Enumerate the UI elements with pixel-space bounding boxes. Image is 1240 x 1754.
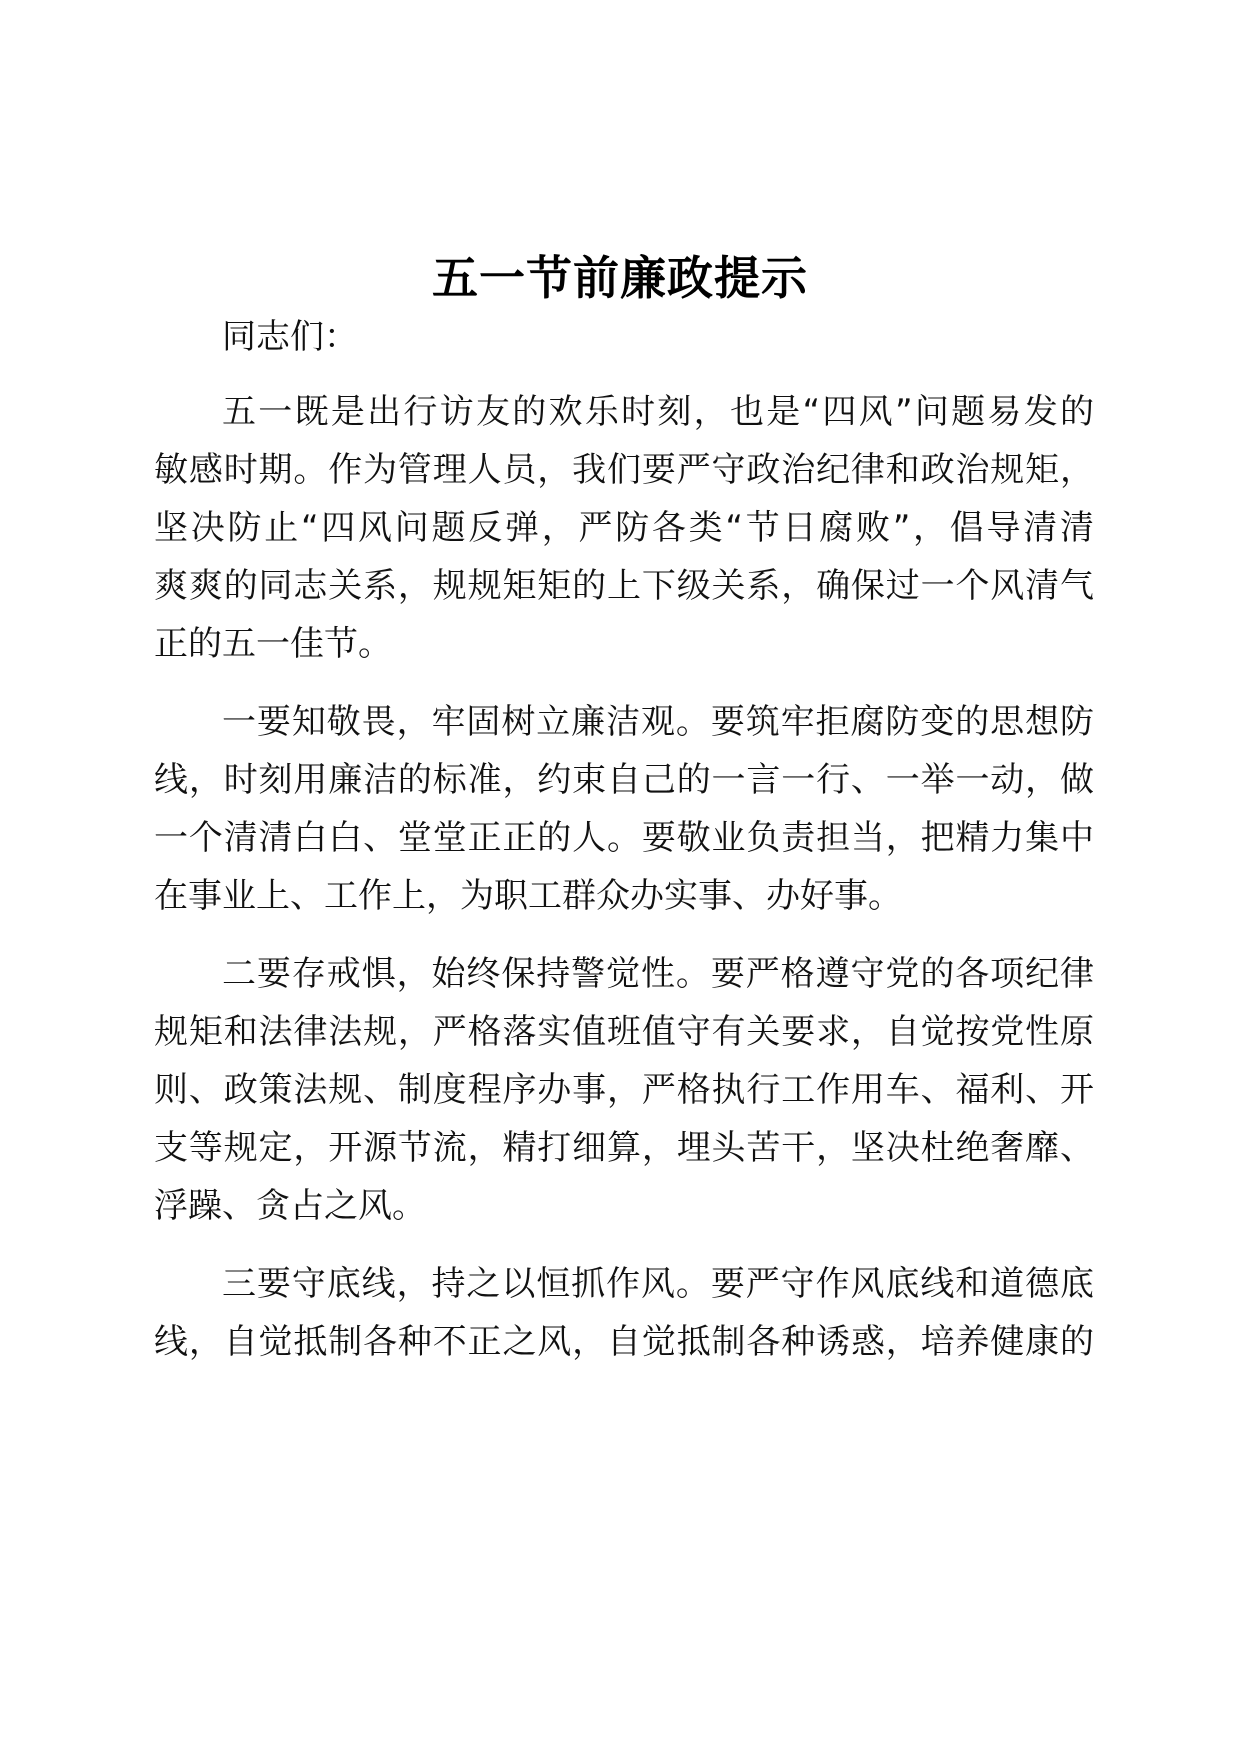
paragraph-1-line-2: 敏感时期。作为管理人员，我们要严守政治纪律和政治规矩， (154, 450, 1094, 490)
paragraph-1-line-1: 五一既是出行访友的欢乐时刻，也是“四风”问题易发的 (222, 392, 1094, 432)
paragraph-4-line-2: 线，自觉抵制各种不正之风，自觉抵制各种诱惑，培养健康的 (154, 1322, 1094, 1362)
paragraph-3-line-4: 支等规定，开源节流，精打细算，埋头苦干，坚决杜绝奢靡、 (154, 1128, 1094, 1168)
paragraph-2-line-2: 线，时刻用廉洁的标准，约束自己的一言一行、一举一动，做 (154, 760, 1094, 800)
paragraph-4-line-1: 三要守底线，持之以恒抓作风。要严守作风底线和道德底 (222, 1264, 1094, 1304)
paragraph-3-line-5: 浮躁、贪占之风。 (154, 1186, 426, 1226)
paragraph-3-line-3: 则、政策法规、制度程序办事，严格执行工作用车、福利、开 (154, 1070, 1094, 1110)
paragraph-2-line-3: 一个清清白白、堂堂正正的人。要敬业负责担当，把精力集中 (154, 818, 1094, 858)
paragraph-3-line-1: 二要存戒惧，始终保持警觉性。要严格遵守党的各项纪律 (222, 954, 1094, 994)
paragraph-1-line-5: 正的五一佳节。 (154, 624, 392, 664)
document-title: 五一节前廉政提示 (432, 251, 808, 305)
paragraph-2-line-1: 一要知敬畏，牢固树立廉洁观。要筑牢拒腐防变的思想防 (222, 702, 1094, 742)
paragraph-2-line-4: 在事业上、工作上，为职工群众办实事、办好事。 (154, 876, 902, 916)
paragraph-1-line-4: 爽爽的同志关系，规规矩矩的上下级关系，确保过一个风清气 (154, 566, 1094, 606)
paragraph-1-line-3: 坚决防止“四风问题反弹，严防各类“节日腐败”，倡导清清 (154, 508, 1094, 548)
paragraph-3-line-2: 规矩和法律法规，严格落实值班值守有关要求，自觉按党性原 (154, 1012, 1094, 1052)
salutation: 同志们： (222, 317, 358, 357)
